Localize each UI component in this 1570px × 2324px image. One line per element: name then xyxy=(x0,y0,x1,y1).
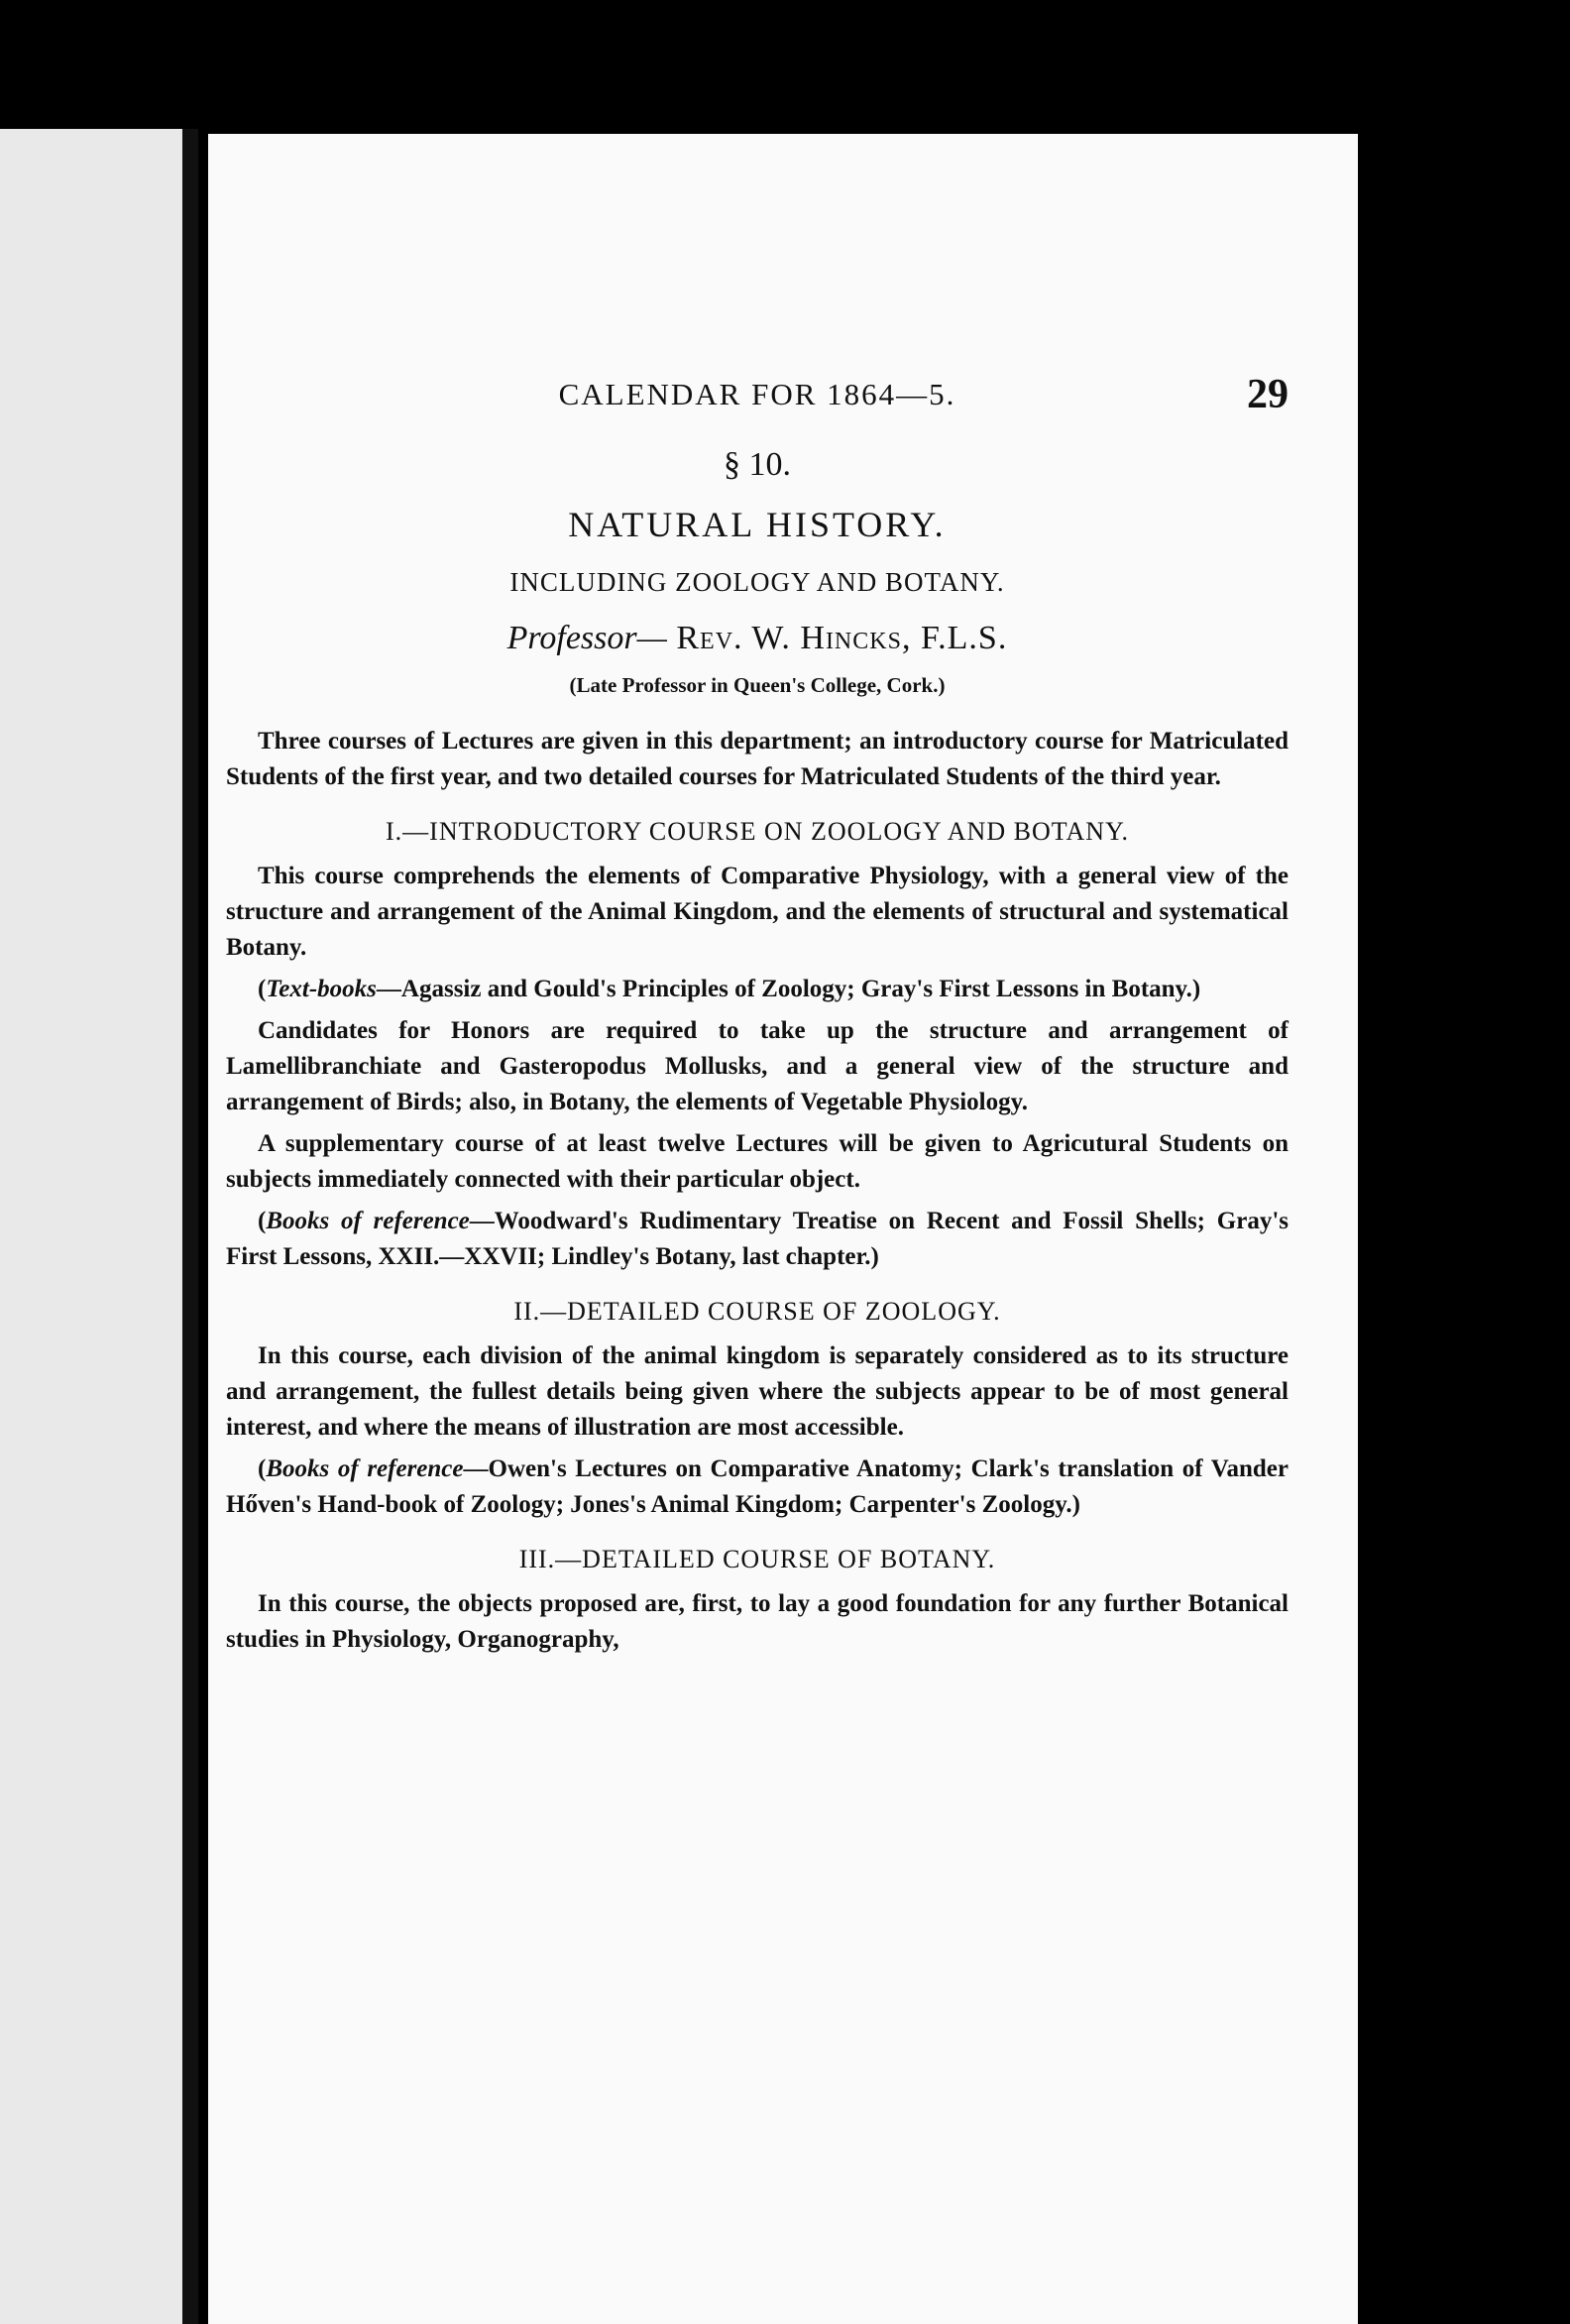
textbooks-text: —Agassiz and Gould's Principles of Zoology; Gray's First Lessons in Botany.) xyxy=(376,976,1201,1002)
course-2-references xyxy=(226,1452,1289,1523)
textbooks-open: ( xyxy=(258,976,267,1002)
references-text: —Owen's Lectures on Comparative Anatomy; Clark's translation of Vander Hőven's Hand-book of Zoology; Jones's Animal Kingdom; Carpenter's Zoology.) xyxy=(226,1455,1289,1518)
professor-note: (Late Professor in Queen's College, Cork.) xyxy=(569,673,946,697)
references-open: ( xyxy=(258,1208,267,1234)
course-2-heading: II.—DETAILED COURSE OF ZOOLOGY. xyxy=(513,1297,1001,1326)
references-open: ( xyxy=(258,1455,267,1482)
course-1-references xyxy=(226,1204,1289,1275)
binding-gutter xyxy=(182,129,198,2324)
professor-name: Rev. W. Hincks, F.L.S. xyxy=(666,620,1008,656)
course-1-paragraph-3: A supplementary course of at least twelve Lectures will be given to Agricutural Students on subjects immediately connected with their particular object. xyxy=(226,1130,1289,1193)
professor-role: Professor— xyxy=(506,620,667,656)
course-3-paragraph: In this course, the objects proposed are, first, to lay a good foundation for any further Botanical studies in Physiology, Organography, xyxy=(226,1590,1289,1653)
facing-page-edge xyxy=(0,129,198,2324)
course-1-paragraph-1: This course comprehends the elements of Comparative Physiology, with a general view of the structure and arrangement of the Animal Kingdom, and the elements of structural and systematical Botany. xyxy=(226,863,1289,961)
references-label: Books of reference xyxy=(266,1455,464,1482)
course-3-heading: III.—DETAILED COURSE OF BOTANY. xyxy=(518,1545,996,1573)
course-1-paragraph-2: Candidates for Honors are required to take up the structure and arrangement of Lamellibranchiate and Gasteropodus Mollusks, and a general view of the structure and arrangement of Birds; also, in Botany, the elements of Vegetable Physiology. xyxy=(226,1017,1289,1115)
page-number: 29 xyxy=(1247,372,1289,417)
scan-background xyxy=(1358,149,1570,2324)
page-content xyxy=(226,372,1290,1658)
page-title: NATURAL HISTORY. xyxy=(568,505,947,544)
references-text: —Woodward's Rudimentary Treatise on Recent and Fossil Shells; Gray's First Lessons, XXII.—XXVII; Lindley's Botany, last chapter.) xyxy=(226,1208,1290,1270)
course-1-heading: I.—INTRODUCTORY COURSE ON ZOOLOGY AND BOTANY. xyxy=(386,817,1129,846)
course-1-textbooks xyxy=(226,972,1289,1007)
intro-paragraph: Three courses of Lectures are given in this department; an introductory course for Matriculated Students of the first year, and two detailed courses for Matriculated Students of the third year. xyxy=(226,728,1289,790)
page-subtitle: INCLUDING ZOOLOGY AND BOTANY. xyxy=(509,567,1005,597)
textbooks-label: Text-books xyxy=(266,976,377,1002)
course-2-paragraph: In this course, each division of the animal kingdom is separately considered as to its structure and arrangement, the fullest details being given where the subjects appear to be of most general interest, and where the means of illustration are most accessible. xyxy=(226,1342,1289,1441)
section-number: § 10. xyxy=(724,446,791,483)
references-label: Books of reference xyxy=(266,1208,470,1234)
page-header xyxy=(226,372,1289,436)
running-title: CALENDAR FOR 1864—5. xyxy=(558,377,956,411)
professor-line xyxy=(226,620,1289,657)
